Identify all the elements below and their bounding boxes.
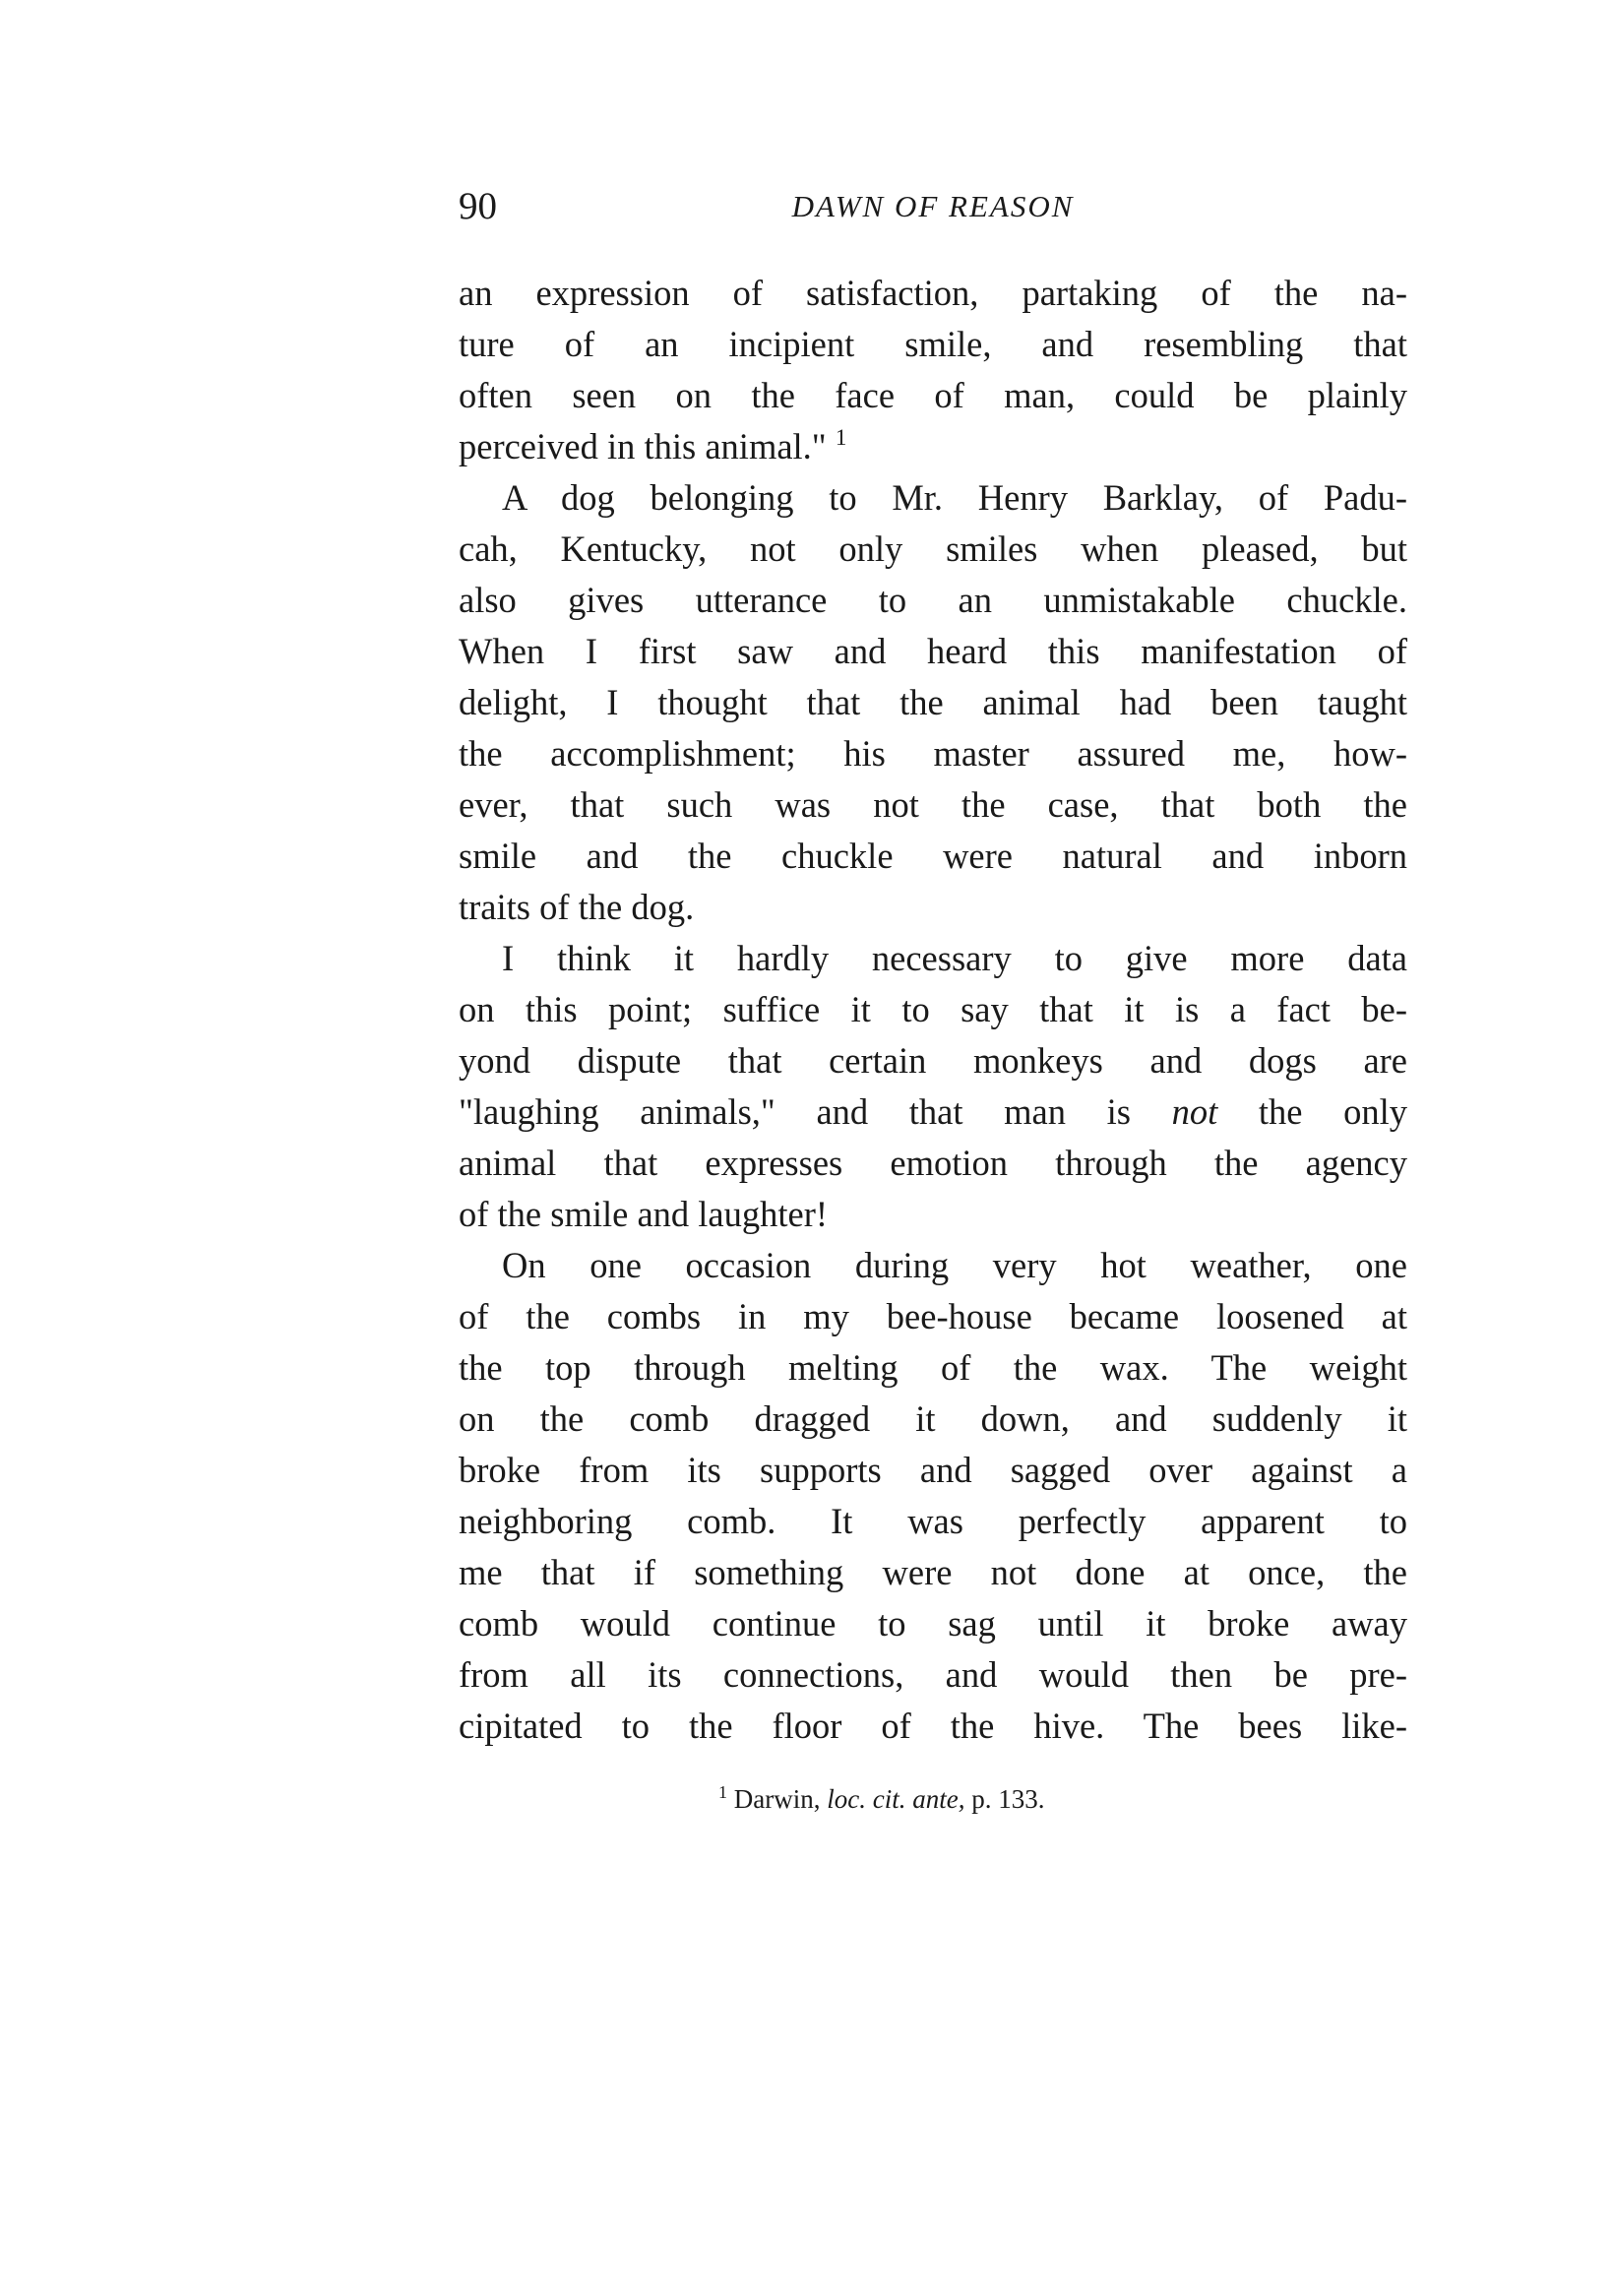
text-line: traits of the dog. — [459, 887, 695, 927]
text-line: smile and the chuckle were natural and inborn — [459, 836, 1407, 876]
footnote-author: Darwin, — [733, 1784, 821, 1814]
text-line: cah, Kentucky, not only smiles when pleased, but — [459, 528, 1407, 569]
text-line: an expression of satisfaction, partaking of the na- — [459, 273, 1407, 313]
text-run: the only — [1258, 1091, 1408, 1132]
text-run: "laughing animals," and that man is — [459, 1091, 1131, 1132]
text-line — [459, 1086, 1407, 1138]
text-line: broke from its supports and sagged over against a — [459, 1450, 1407, 1490]
text-run: perceived in this animal." — [459, 426, 827, 466]
text-line: delight, I thought that the animal had been taught — [459, 682, 1407, 722]
footnote-reference: 1 — [835, 425, 847, 450]
emphasis-not: not — [1171, 1091, 1218, 1132]
running-head: DAWN OF REASON — [791, 189, 1075, 223]
text-line: the accomplishment; his master assured me, how- — [459, 733, 1407, 774]
text-line: neighboring comb. It was perfectly apparent to — [459, 1501, 1407, 1541]
text-line: on the comb dragged it down, and suddenly it — [459, 1398, 1407, 1439]
footnote-marker: 1 — [718, 1782, 727, 1802]
page-number: 90 — [459, 185, 497, 227]
text-line: animal that expresses emotion through the agency — [459, 1143, 1407, 1183]
footnote-page: p. 133. — [971, 1784, 1045, 1814]
text-line: the top through melting of the wax. The weight — [459, 1347, 1407, 1388]
text-line: ture of an incipient smile, and resembling that — [459, 324, 1407, 364]
text-line: I think it hardly necessary to give more data — [502, 938, 1407, 978]
text-line: of the smile and laughter! — [459, 1194, 829, 1234]
text-line — [459, 421, 1407, 472]
body-text — [459, 268, 1407, 1752]
text-line: When I first saw and heard this manifestation of — [459, 631, 1407, 671]
footnote-cit: cit. — [872, 1784, 906, 1814]
text-line: On one occasion during very hot weather, one — [502, 1245, 1407, 1285]
text-line: often seen on the face of man, could be plainly — [459, 375, 1407, 415]
text-line: cipitated to the floor of the hive. The bees like- — [459, 1706, 1407, 1746]
text-line: comb would continue to sag until it broke away — [459, 1603, 1407, 1644]
text-line: of the combs in my bee-house became loosened at — [459, 1296, 1407, 1336]
text-line: me that if something were not done at once, the — [459, 1552, 1407, 1592]
text-line: also gives utterance to an unmistakable chuckle. — [459, 580, 1407, 620]
text-line: yond dispute that certain monkeys and dogs are — [459, 1040, 1407, 1081]
page-header — [459, 182, 1407, 231]
text-line: on this point; suffice it to say that it is a fact be- — [459, 989, 1407, 1029]
footnote — [718, 1781, 1044, 1817]
footnote-ante: ante, — [912, 1784, 965, 1814]
text-line: from all its connections, and would then be pre- — [459, 1654, 1407, 1695]
text-line: A dog belonging to Mr. Henry Barklay, of Padu- — [502, 477, 1407, 518]
footnote-loc: loc. — [827, 1784, 866, 1814]
text-line: ever, that such was not the case, that both the — [459, 784, 1407, 825]
